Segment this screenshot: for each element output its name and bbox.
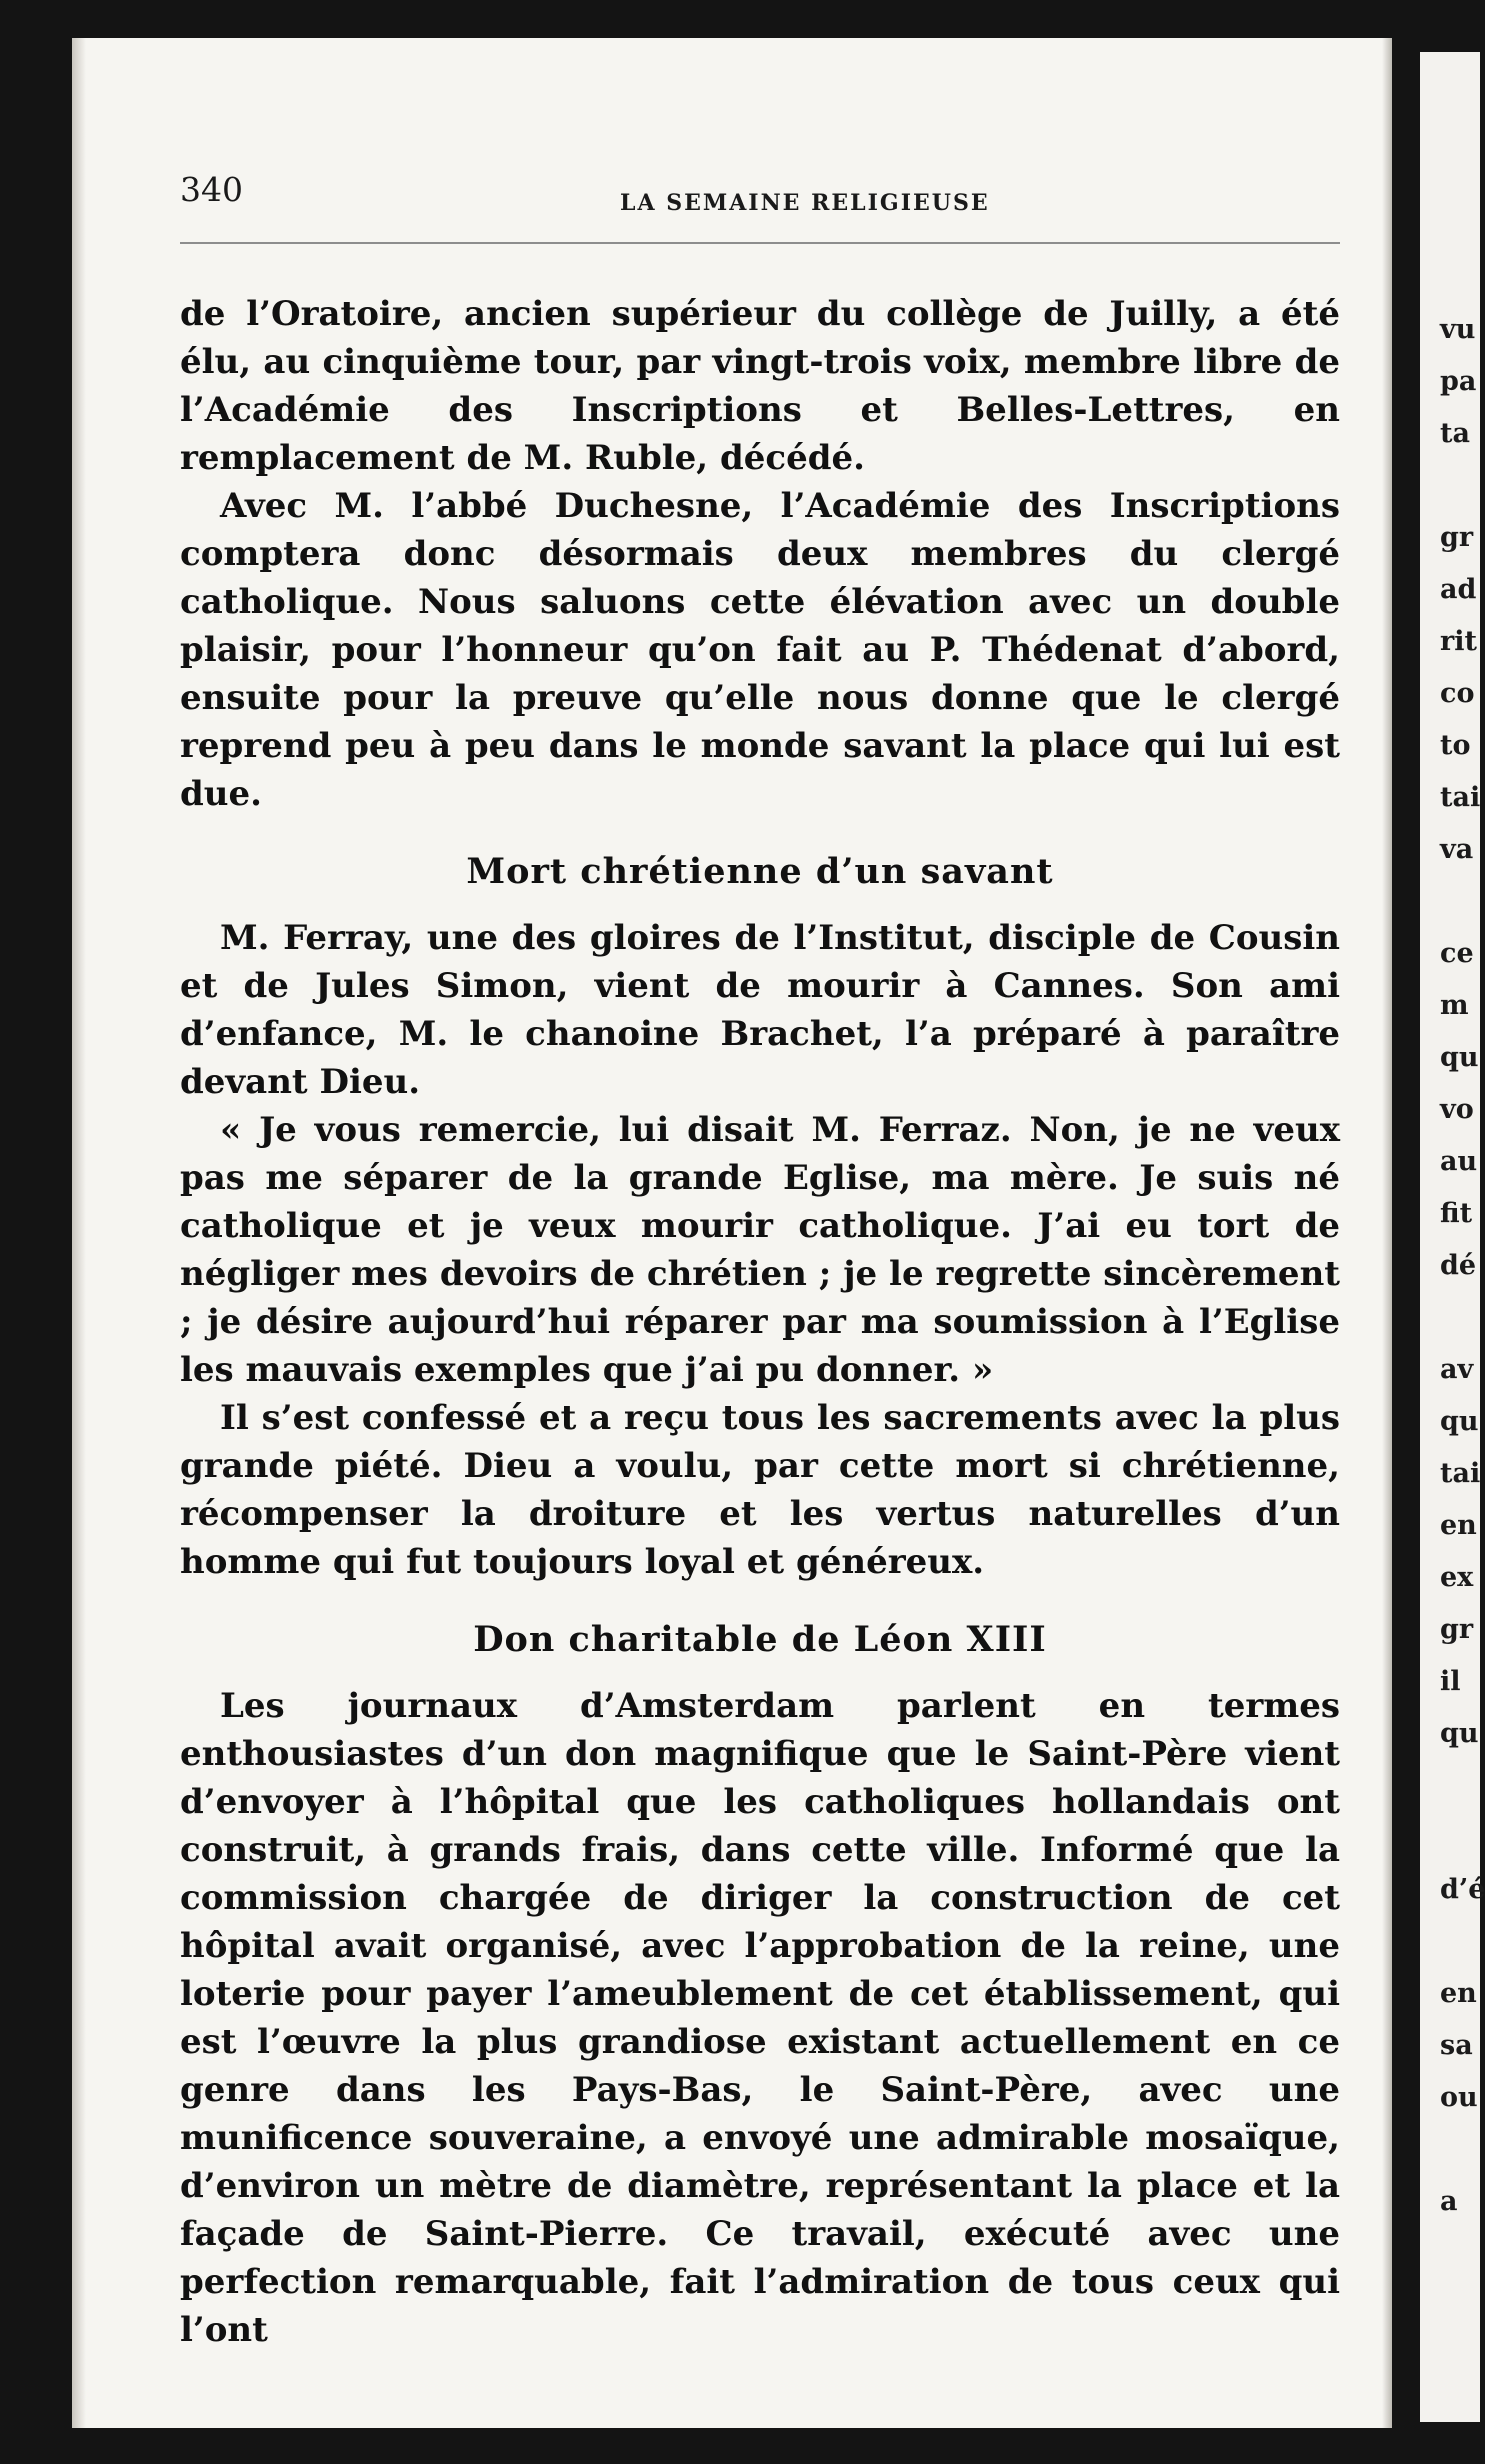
next-page-fragment: fit (1440, 1198, 1473, 1229)
header-rule (180, 242, 1340, 244)
next-page-fragment: ou (1440, 2082, 1478, 2113)
next-page-fragment: gr (1440, 522, 1474, 553)
paragraph: Avec M. l’abbé Duchesne, l’Académie des Inscriptions comptera donc désormais deux membres du clergé catholique. Nous saluons cette élévation avec un double plaisir, pour l’honneur qu’on fait au P. Thédenat d’abord, ensuite pour la preuve qu’elle nous donne que le clergé reprend peu à peu dans le monde savant la place qui lui est due. (180, 486, 1340, 814)
section-heading: Mort chrétienne d’un savant (466, 851, 1054, 892)
next-page-fragment: av (1440, 1354, 1474, 1385)
next-page-fragment: vo (1440, 1094, 1474, 1125)
running-title: LA SEMAINE RELIGIEUSE (620, 190, 990, 216)
next-page-fragment: rit (1440, 626, 1477, 657)
next-page-fragment: au (1440, 1146, 1478, 1177)
next-page-fragment: va (1440, 834, 1474, 865)
next-page-fragment: ta (1440, 418, 1470, 449)
paragraph: M. Ferray, une des gloires de l’Institut, disciple de Cousin et de Jules Simon, vient de mourir à Cannes. Son ami d’enfance, M. le chanoine Brachet, l’a préparé à paraître devant Dieu. (180, 918, 1340, 1102)
next-page-fragment: vu (1440, 314, 1476, 345)
next-page-fragment: sa (1440, 2030, 1473, 2061)
next-page-fragment: m (1440, 990, 1469, 1021)
next-page-fragment: a (1440, 2186, 1458, 2217)
section-heading: Don charitable de Léon XIII (473, 1619, 1047, 1660)
paragraph: Les journaux d’Amsterdam parlent en termes enthousiastes d’un don magnifique que le Saint-Père vient d’envoyer à l’hôpital que les catholiques hollandais ont construit, à grands frais, dans cette ville. Informé que la commission chargée de diriger la construction de cet hôpital avait organisé, avec l’approbation de la reine, une loterie pour payer l’ameublement de cet établissement, qui est l’œuvre la plus grandiose existant actuellement en ce genre dans les Pays-Bas, le Saint-Père, avec une munificence souveraine, a envoyé une admirable mosaïque, d’environ un mètre de diamètre, représentant la place et la façade de Saint-Pierre. Ce travail, exécuté avec une perfection remarquable, fait l’admiration de tous ceux qui l’ont (180, 1686, 1340, 2350)
next-page-fragment: en (1440, 1510, 1477, 1541)
adjacent-page-edge (1420, 52, 1485, 2422)
next-page-fragment: d’é (1440, 1874, 1485, 1905)
next-page-fragment: ad (1440, 574, 1477, 605)
next-page-fragment: qu (1440, 1042, 1479, 1073)
next-page-fragment: dé (1440, 1250, 1477, 1281)
next-page-fragment: gr (1440, 1614, 1474, 1645)
next-page-fragment: co (1440, 678, 1475, 709)
paragraph: « Je vous remercie, lui disait M. Ferraz. Non, je ne veux pas me séparer de la grande Eglise, ma mère. Je suis né catholique et je veux mourir catholique. J’ai eu tort de négliger mes devoirs de chrétien ; je le regrette sincèrement ; je désire aujourd’hui réparer par ma soumission à l’Eglise les mauvais exemples que j’ai pu donner. » (180, 1110, 1340, 1390)
next-page-fragment: qu (1440, 1718, 1479, 1749)
next-page-fragment: il (1440, 1666, 1461, 1697)
next-page-fragment: pa (1440, 366, 1477, 397)
next-page-fragment: en (1440, 1978, 1477, 2009)
next-page-fragment: ce (1440, 938, 1474, 969)
next-page-fragment: ex (1440, 1562, 1474, 1593)
next-page-fragment: to (1440, 730, 1471, 761)
paragraph: Il s’est confessé et a reçu tous les sacrements avec la plus grande piété. Dieu a voulu, par cette mort si chrétienne, récompenser la droiture et les vertus naturelles d’un homme qui fut toujours loyal et généreux. (180, 1398, 1340, 1582)
page-number: 340 (180, 170, 243, 209)
page-header (180, 170, 1340, 230)
next-page-fragment: tai (1440, 782, 1481, 813)
next-page-fragment: tai (1440, 1458, 1481, 1489)
paragraph: de l’Oratoire, ancien supérieur du collège de Juilly, a été élu, au cinquième tour, par vingt-trois voix, membre libre de l’Académie des Inscriptions et Belles-Lettres, en remplacement de M. Ruble, décédé. (180, 294, 1340, 478)
next-page-fragment: qu (1440, 1406, 1479, 1437)
article-body (180, 290, 1340, 2354)
